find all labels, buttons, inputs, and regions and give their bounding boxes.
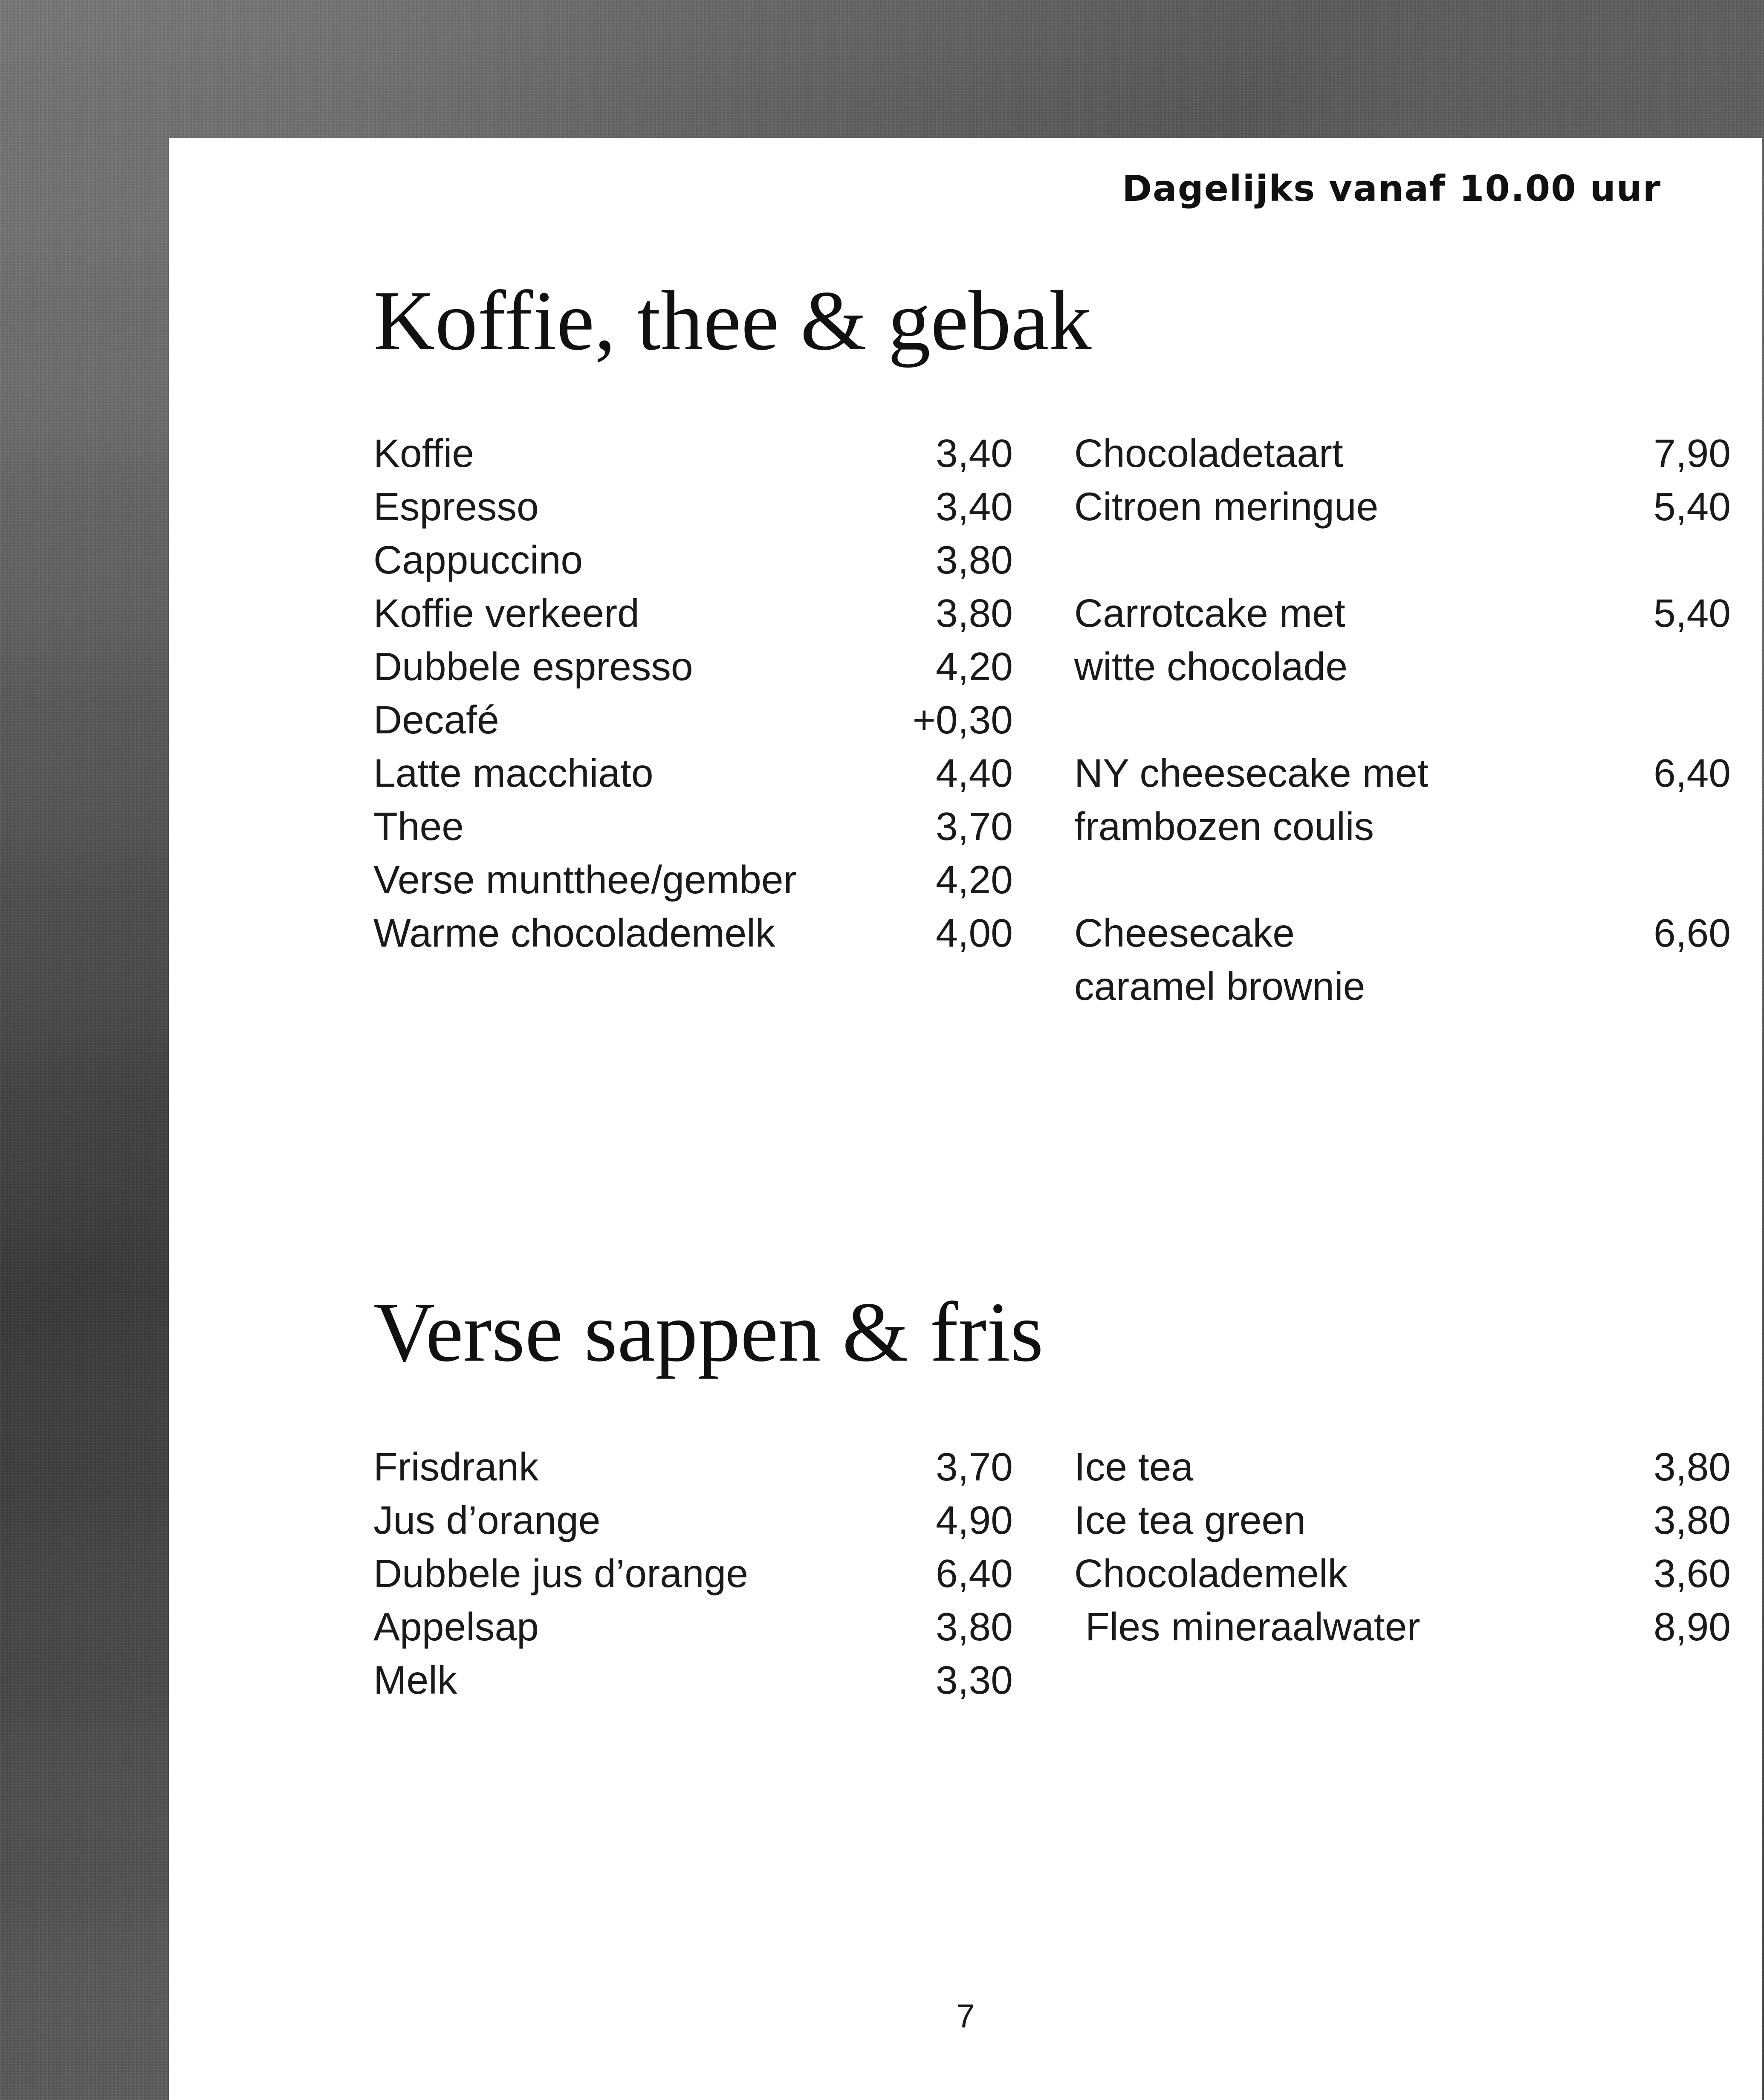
item-price: 3,30 — [935, 1658, 1013, 1702]
item-name: Cappuccino — [373, 538, 583, 582]
menu-item — [373, 1600, 1013, 1654]
item-price: 3,80 — [1653, 1445, 1731, 1489]
menu-item — [373, 747, 1013, 800]
item-price: 3,40 — [935, 431, 1013, 475]
item-name: Chocolademelk — [1074, 1551, 1348, 1596]
menu-item — [373, 1654, 1013, 1707]
item-name: Fles mineraalwater — [1074, 1605, 1420, 1649]
item-name: Ice tea green — [1074, 1498, 1306, 1542]
item-price: 4,40 — [935, 751, 1013, 795]
item-price: 6,40 — [935, 1551, 1013, 1596]
menu-list-fris-right — [1074, 1440, 1731, 1654]
menu-item — [373, 1547, 1013, 1600]
item-price: +0,30 — [912, 698, 1013, 742]
item-name: Appelsap — [373, 1605, 539, 1649]
item-price: 4,20 — [935, 644, 1013, 689]
menu-item — [1074, 587, 1731, 693]
menu-list-koffie-left — [373, 427, 1013, 960]
item-name: Cheesecake caramel brownie — [1074, 911, 1365, 1008]
item-price: 3,80 — [935, 538, 1013, 582]
menu-list-sappen-left — [373, 1440, 1013, 1707]
item-price: 3,40 — [935, 484, 1013, 529]
item-price: 4,20 — [935, 857, 1013, 902]
item-name: Thee — [373, 804, 464, 849]
item-name: Jus d’orange — [373, 1498, 601, 1542]
item-name: Koffie — [373, 431, 474, 475]
section-title-sappen: Verse sappen & fris — [373, 1285, 1044, 1379]
item-name: NY cheesecake met frambozen coulis — [1074, 751, 1429, 849]
menu-item — [373, 640, 1013, 693]
menu-item — [1074, 427, 1731, 480]
item-name: Koffie verkeerd — [373, 591, 639, 635]
menu-item — [373, 480, 1013, 533]
item-name: Melk — [373, 1658, 457, 1702]
item-name: Decafé — [373, 698, 499, 742]
item-price: 3,80 — [935, 1605, 1013, 1649]
item-price: 5,40 — [1653, 484, 1731, 529]
item-price: 3,80 — [1653, 1498, 1731, 1542]
menu-item — [373, 1494, 1013, 1547]
item-name: Dubbele jus d’orange — [373, 1551, 748, 1596]
item-price: 5,40 — [1653, 591, 1731, 635]
item-name: Verse muntthee/gember — [373, 857, 797, 902]
spacer — [1074, 693, 1731, 747]
menu-list-gebak-right — [1074, 427, 1731, 1013]
menu-item — [373, 853, 1013, 907]
item-name: Chocoladetaart — [1074, 431, 1343, 475]
item-name: Warme chocolademelk — [373, 911, 775, 955]
menu-item — [373, 533, 1013, 587]
menu-item — [1074, 1600, 1731, 1654]
item-price: 3,60 — [1653, 1551, 1731, 1596]
item-name: Dubbele espresso — [373, 644, 693, 689]
item-price: 4,00 — [935, 911, 1013, 955]
menu-item — [1074, 480, 1731, 533]
menu-item — [1074, 1494, 1731, 1547]
opening-hours: Dagelijks vanaf 10.00 uur — [1122, 168, 1661, 209]
menu-item — [1074, 1440, 1731, 1494]
menu-page — [169, 138, 1762, 2100]
page-number: 7 — [956, 1997, 975, 2035]
spacer — [1074, 853, 1731, 907]
menu-item — [1074, 747, 1731, 853]
section-title-koffie: Koffie, thee & gebak — [373, 274, 1092, 368]
menu-item — [373, 907, 1013, 960]
item-price: 6,60 — [1653, 911, 1731, 955]
spacer — [1074, 533, 1731, 587]
item-name: Espresso — [373, 484, 539, 529]
item-price: 7,90 — [1653, 431, 1731, 475]
item-price: 3,80 — [935, 591, 1013, 635]
item-name: Latte macchiato — [373, 751, 654, 795]
menu-item — [373, 800, 1013, 853]
item-price: 6,40 — [1653, 751, 1731, 795]
item-price: 3,70 — [935, 1445, 1013, 1489]
menu-item — [373, 587, 1013, 640]
menu-item — [373, 1440, 1013, 1494]
item-price: 3,70 — [935, 804, 1013, 849]
item-name: Carrotcake met witte chocolade — [1074, 591, 1348, 689]
item-name: Frisdrank — [373, 1445, 539, 1489]
item-price: 4,90 — [935, 1498, 1013, 1542]
item-name: Ice tea — [1074, 1445, 1194, 1489]
menu-item — [373, 427, 1013, 480]
item-price: 8,90 — [1653, 1605, 1731, 1649]
menu-item — [1074, 907, 1731, 1013]
menu-item — [373, 693, 1013, 747]
menu-item — [1074, 1547, 1731, 1600]
item-name: Citroen meringue — [1074, 484, 1379, 529]
